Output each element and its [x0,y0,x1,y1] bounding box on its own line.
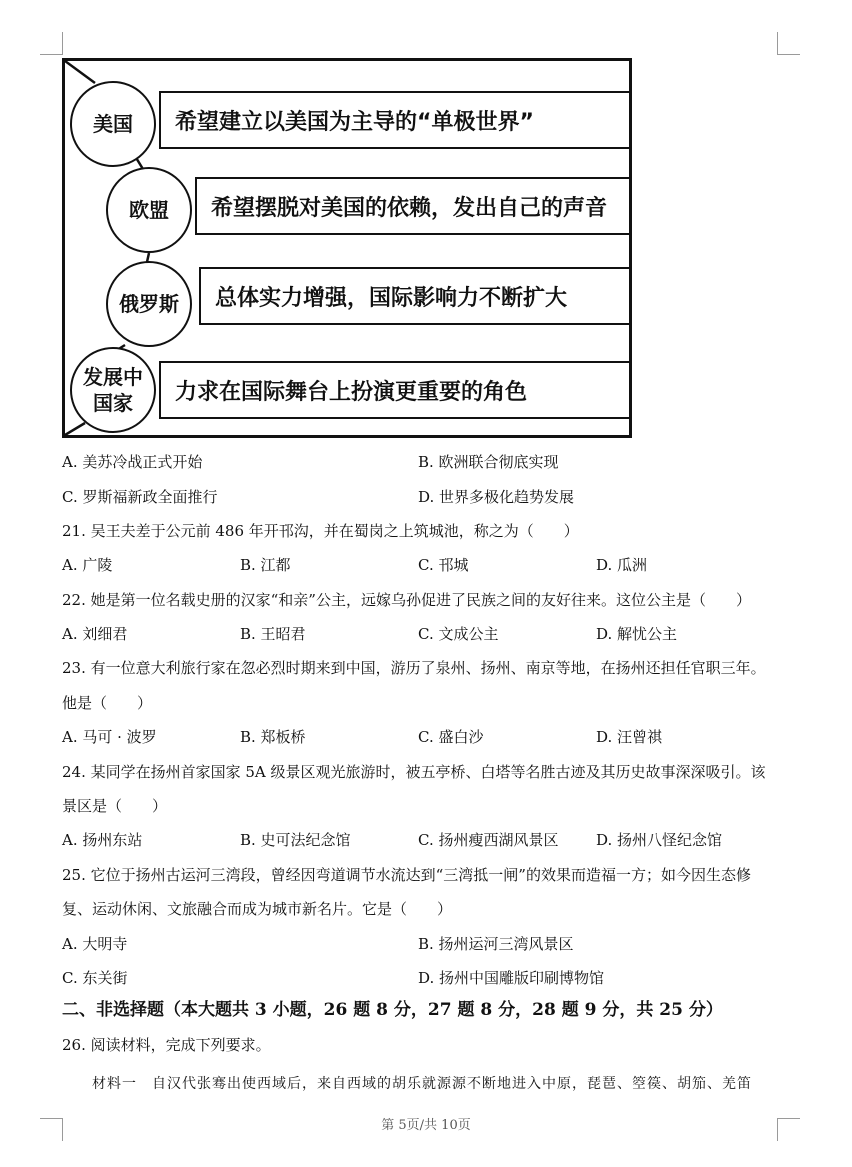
node-box-developing [159,361,631,419]
node-label-developing-1: 发展中 [83,365,143,389]
q24-option-a: A. 扬州东站 [62,831,143,849]
q23-stem-line2: 他是（ ） [62,694,153,712]
multipolar-diagram [62,58,632,438]
node-box-eu [195,177,631,235]
q24-stem-line2: 景区是（ ） [62,797,168,815]
node-text-russia: 总体实力增强，国际影响力不断扩大 [215,285,568,311]
q22-option-a: A. 刘细君 [62,625,128,643]
q23-option-d: D. 汪曾祺 [596,728,663,746]
q23-option-c: C. 盛白沙 [418,728,484,746]
q22-option-b: B. 王昭君 [240,625,306,643]
q25-option-c: C. 东关街 [62,969,128,987]
q22-option-d: D. 解忧公主 [596,625,678,643]
q25-option-b: B. 扬州运河三湾风景区 [418,935,574,953]
node-circle-russia [106,261,192,347]
node-circle-eu [106,167,192,253]
node-circle-usa [70,81,156,167]
node-text-developing: 力求在国际舞台上扮演更重要的角色 [175,379,528,405]
q24-option-b: B. 史可法纪念馆 [240,831,351,849]
q21-option-a: A. 广陵 [62,556,113,574]
q24-stem-line1: 24. 某同学在扬州首家国家 5A 级景区观光旅游时，被五亭桥、白塔等名胜古迹及其历史故事深深吸引。该 [62,763,766,781]
node-label-developing-2: 国家 [93,391,133,415]
node-label-russia: 俄罗斯 [119,292,179,316]
node-text-usa: 希望建立以美国为主导的“单极世界” [175,109,534,135]
q23-stem-line1: 23. 有一位意大利旅行家在忽必烈时期来到中国，游历了泉州、扬州、南京等地，在扬州还担任官职三年。 [62,659,766,677]
q25-option-d: D. 扬州中国雕版印刷博物馆 [418,969,605,987]
node-text-eu: 希望摆脱对美国的依赖，发出自己的声音 [211,195,608,221]
q20-option-d: D. 世界多极化趋势发展 [418,488,575,506]
node-box-usa [159,91,631,149]
q20-option-c: C. 罗斯福新政全面推行 [62,488,218,506]
q24-option-d: D. 扬州八怪纪念馆 [596,831,723,849]
q26-stem: 26. 阅读材料，完成下列要求。 [62,1036,271,1054]
crop-mark-top-left [40,32,63,55]
q25-stem-line2: 复、运动休闲、文旅融合而成为城市新名片。它是（ ） [62,900,453,918]
q21-option-b: B. 江都 [240,556,291,574]
q20-option-b: B. 欧洲联合彻底实现 [418,453,559,471]
q21-stem: 21. 吴王夫差于公元前 486 年开邗沟，并在蜀岗之上筑城池，称之为（ ） [62,522,579,540]
page-number: 第 5页/共 10页 [381,1118,471,1133]
q22-option-c: C. 文成公主 [418,625,499,643]
q23-option-b: B. 郑板桥 [240,728,306,746]
crop-mark-top-right [777,32,800,55]
q25-option-a: A. 大明寺 [62,935,128,953]
q25-stem-line1: 25. 它位于扬州古运河三湾段，曾经因弯道调节水流达到“三湾抵一闸”的效果而造福一方；如今因生态修 [62,866,751,884]
q24-option-c: C. 扬州瘦西湖风景区 [418,831,559,849]
node-label-usa: 美国 [93,112,133,136]
node-box-russia [199,267,631,325]
section-title-non-choice: 二、非选择题（本大题共 3 小题，26 题 8 分，27 题 8 分，28 题 9 分，共 25 分） [62,1000,723,1020]
q21-option-d: D. 瓜洲 [596,556,648,574]
node-circle-developing [70,347,156,433]
q26-material-1: 材料一 自汉代张骞出使西域后，来自西域的胡乐就源源不断地进入中原，琵琶、箜篌、胡笳、羌笛 [92,1076,752,1092]
q20-option-a: A. 美苏冷战正式开始 [62,453,203,471]
node-label-eu: 欧盟 [129,198,169,222]
q21-option-c: C. 邗城 [418,556,469,574]
q23-option-a: A. 马可 · 波罗 [62,728,157,746]
q22-stem: 22. 她是第一位名载史册的汉家“和亲”公主，远嫁乌孙促进了民族之间的友好往来。这位公主是（ ） [62,591,751,609]
